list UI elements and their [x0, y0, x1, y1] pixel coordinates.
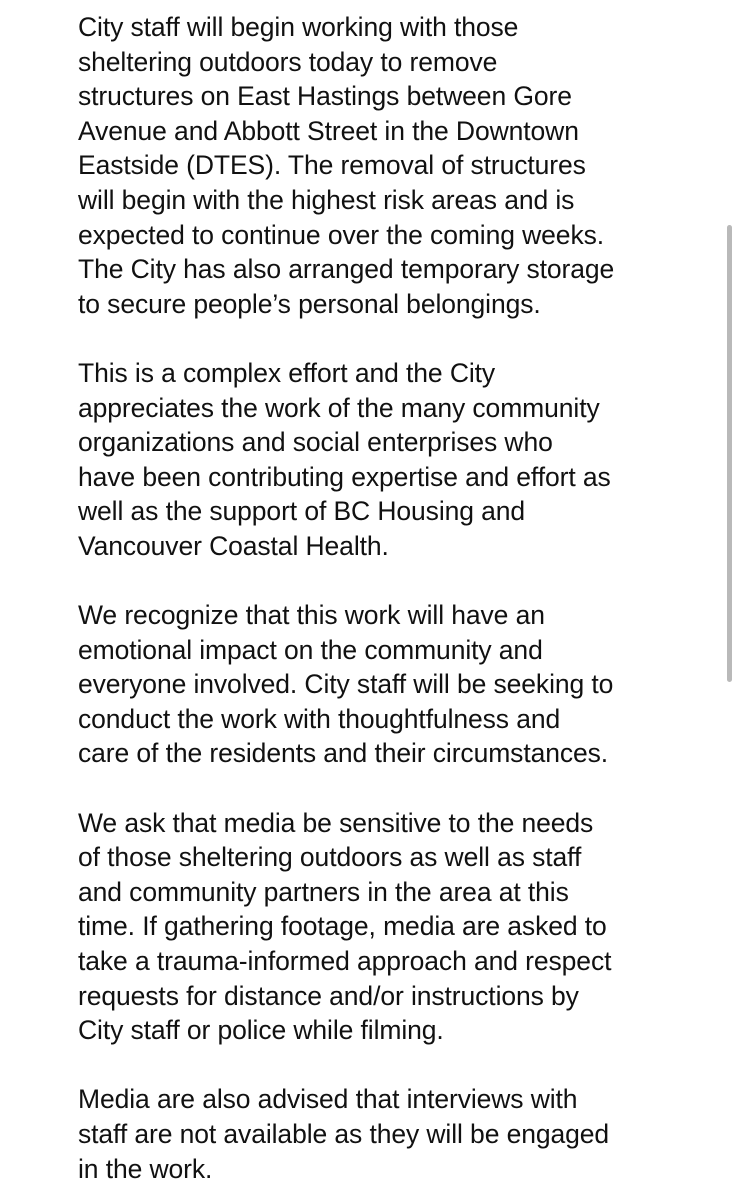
paragraph-2	[78, 356, 718, 564]
paragraph-gap	[78, 321, 718, 356]
vertical-scrollbar[interactable]	[727, 225, 732, 682]
text-line: in the work.	[78, 1153, 213, 1184]
text-line: expected to continue over the coming weeks.	[78, 219, 605, 250]
text-line: City staff will begin working with those	[78, 12, 519, 42]
text-line: We ask that media be sensitive to the needs	[78, 807, 594, 838]
text-line: care of the residents and their circumstances.	[78, 738, 609, 769]
paragraph-5	[78, 1082, 718, 1186]
text-line: have been contributing expertise and effort as	[78, 461, 611, 492]
text-line: and community partners in the area at this	[78, 876, 569, 907]
text-line: The City has also arranged temporary storage	[78, 254, 615, 285]
text-line: sheltering outdoors today to remove	[78, 46, 498, 77]
paragraph-gap	[78, 564, 718, 599]
text-line: requests for distance and/or instructions by	[78, 980, 579, 1011]
text-line: will begin with the highest risk areas and is	[78, 184, 575, 215]
text-line: appreciates the work of the many community	[78, 392, 600, 423]
text-line: conduct the work with thoughtfulness and	[78, 703, 561, 734]
text-line: emotional impact on the community and	[78, 634, 543, 665]
text-line: to secure people’s personal belongings.	[78, 288, 541, 319]
text-line: Media are also advised that interviews with	[78, 1084, 578, 1115]
text-line: City staff or police while filming.	[78, 1015, 444, 1046]
text-line: Avenue and Abbott Street in the Downtown	[78, 115, 579, 146]
document-body	[78, 10, 718, 1186]
text-line: structures on East Hastings between Gore	[78, 81, 572, 112]
text-line: time. If gathering footage, media are asked to	[78, 911, 607, 942]
text-line: organizations and social enterprises who	[78, 427, 553, 458]
paragraph-3	[78, 598, 718, 771]
text-line: well as the support of BC Housing and	[78, 496, 526, 527]
text-line: Eastside (DTES). The removal of structures	[78, 150, 586, 181]
text-line: Vancouver Coastal Health.	[78, 530, 389, 561]
text-line: This is a complex effort and the City	[78, 357, 496, 388]
paragraph-1	[78, 10, 718, 321]
text-line: everyone involved. City staff will be seeking to	[78, 669, 614, 700]
paragraph-gap	[78, 771, 718, 806]
text-line: of those sheltering outdoors as well as staff	[78, 842, 582, 873]
paragraph-4	[78, 806, 718, 1048]
text-line: take a trauma-informed approach and respect	[78, 946, 612, 977]
text-line: We recognize that this work will have an	[78, 600, 545, 631]
text-line: staff are not available as they will be engaged	[78, 1119, 610, 1149]
paragraph-gap	[78, 1048, 718, 1083]
